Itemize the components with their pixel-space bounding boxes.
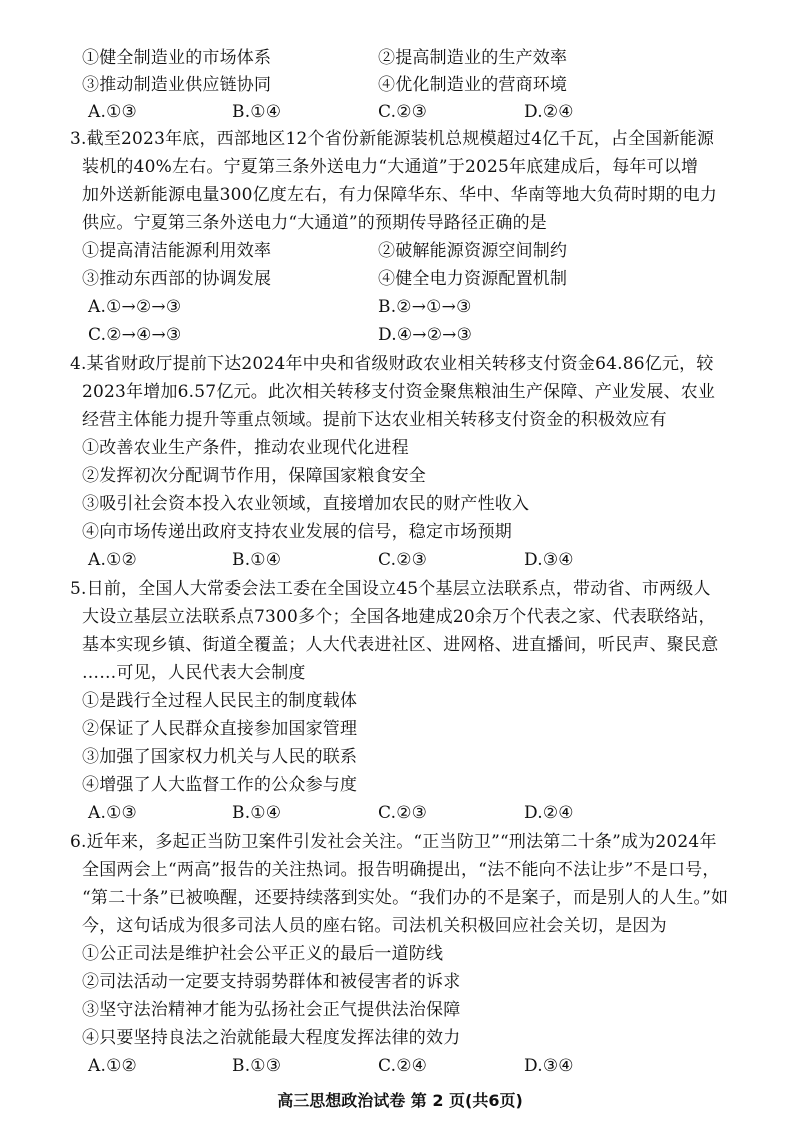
q6-choice-a: A.①② — [88, 1056, 137, 1076]
q6-stem-line: “第二十条”已被唤醒，还要持续落到实处。“我们办的不是案子，而是别人的人生。”如 — [82, 888, 729, 908]
q6-stem-line: 今，这句话成为很多司法人员的座右铭。司法机关积极回应社会关切，是因为 — [82, 916, 667, 936]
q6-choice-b: B.①③ — [232, 1056, 282, 1076]
q4-choice-d: D.③④ — [524, 550, 574, 570]
q6-choice-d: D.③④ — [524, 1056, 574, 1076]
q3-choice-c: C.②→④→③ — [88, 325, 182, 345]
q6-option-3: ③坚守法治精神才能为弘扬社会正气提供法治保障 — [82, 1000, 461, 1020]
q5-stem-line: ……可见，人民代表大会制度 — [82, 663, 306, 683]
q4-option-4: ④向市场传递出政府支持农业发展的信号，稳定市场预期 — [82, 522, 512, 542]
q6-stem-line: 全国两会上“两高”报告的关注热词。报告明确提出，“法不能向不法让步”不是口号， — [82, 860, 720, 880]
q3-choice-a: A.①→②→③ — [88, 297, 182, 317]
q3-option-3: ③推动东西部的协调发展 — [82, 269, 272, 289]
q3-stem-line: 加外送新能源电量300亿度左右，有力保障华东、华中、华南等地大负荷时期的电力 — [82, 185, 718, 205]
q2-choice-a: A.①③ — [88, 102, 137, 122]
q3-stem-line: 3.截至2023年底，西部地区12个省份新能源装机总规模超过4亿千瓦，占全国新能源 — [70, 129, 715, 149]
q3-option-4: ④健全电力资源配置机制 — [378, 269, 568, 289]
q4-stem-line: 4.某省财政厅提前下达2024年中央和省级财政农业相关转移支付资金64.86亿元，较 — [70, 354, 714, 374]
q3-option-2: ②破解能源资源空间制约 — [378, 241, 568, 261]
q5-choice-a: A.①③ — [88, 803, 137, 823]
q6-option-1: ①公正司法是维护社会公平正义的最后一道防线 — [82, 944, 444, 964]
q5-stem-line: 5.日前，全国人大常委会法工委在全国设立45个基层立法联系点，带动省、市两级人 — [70, 579, 711, 599]
q5-option-1: ①是践行全过程人民民主的制度载体 — [82, 691, 358, 711]
page-footer: 高三思想政治试卷 第 2 页(共6页) — [277, 1091, 523, 1110]
q2-option-1: ①健全制造业的市场体系 — [82, 48, 272, 68]
q6-option-4: ④只要坚持良法之治就能最大程度发挥法律的效力 — [82, 1028, 461, 1048]
q3-choice-b: B.②→①→③ — [378, 297, 472, 317]
q4-stem-line: 2023年增加6.57亿元。此次相关转移支付资金聚焦粮油生产保障、产业发展、农业 — [82, 382, 716, 402]
q5-option-3: ③加强了国家权力机关与人民的联系 — [82, 747, 358, 767]
q5-choice-b: B.①④ — [232, 803, 282, 823]
q4-option-2: ②发挥初次分配调节作用，保障国家粮食安全 — [82, 466, 426, 486]
q4-stem-line: 经营主体能力提升等重点领域。提前下达农业相关转移支付资金的积极效应有 — [82, 410, 667, 430]
q2-choice-b: B.①④ — [232, 102, 282, 122]
q2-choice-d: D.②④ — [524, 102, 574, 122]
q6-option-2: ②司法活动一定要支持弱势群体和被侵害者的诉求 — [82, 972, 461, 992]
q3-stem-line: 供应。宁夏第三条外送电力“大通道”的预期传导路径正确的是 — [82, 213, 547, 233]
q3-stem-line: 装机的40%左右。宁夏第三条外送电力“大通道”于2025年底建成后，每年可以增 — [82, 157, 699, 177]
q2-option-3: ③推动制造业供应链协同 — [82, 75, 272, 95]
q2-choice-c: C.②③ — [378, 102, 428, 122]
q5-option-4: ④增强了人大监督工作的公众参与度 — [82, 775, 358, 795]
q4-choice-c: C.②③ — [378, 550, 428, 570]
q5-choice-d: D.②④ — [524, 803, 574, 823]
q2-option-2: ②提高制造业的生产效率 — [378, 48, 568, 68]
q4-option-3: ③吸引社会资本投入农业领域，直接增加农民的财产性收入 — [82, 494, 530, 514]
q4-option-1: ①改善农业生产条件，推动农业现代化进程 — [82, 438, 409, 458]
q4-choice-b: B.①④ — [232, 550, 282, 570]
q5-choice-c: C.②③ — [378, 803, 428, 823]
q4-choice-a: A.①② — [88, 550, 137, 570]
q2-option-4: ④优化制造业的营商环境 — [378, 75, 568, 95]
q6-choice-c: C.②④ — [378, 1056, 428, 1076]
q6-stem-line: 6.近年来，多起正当防卫案件引发社会关注。“正当防卫”“刑法第二十条”成为2024年 — [70, 832, 717, 852]
q5-stem-line: 大设立基层立法联系点7300多个；全国各地建成20余万个代表之家、代表联络站， — [82, 607, 716, 627]
q3-option-1: ①提高清洁能源利用效率 — [82, 241, 272, 261]
q5-stem-line: 基本实现乡镇、街道全覆盖；人大代表进社区、进网格、进直播间，听民声、聚民意 — [82, 635, 719, 655]
q3-choice-d: D.④→②→③ — [378, 325, 473, 345]
q5-option-2: ②保证了人民群众直接参加国家管理 — [82, 719, 358, 739]
